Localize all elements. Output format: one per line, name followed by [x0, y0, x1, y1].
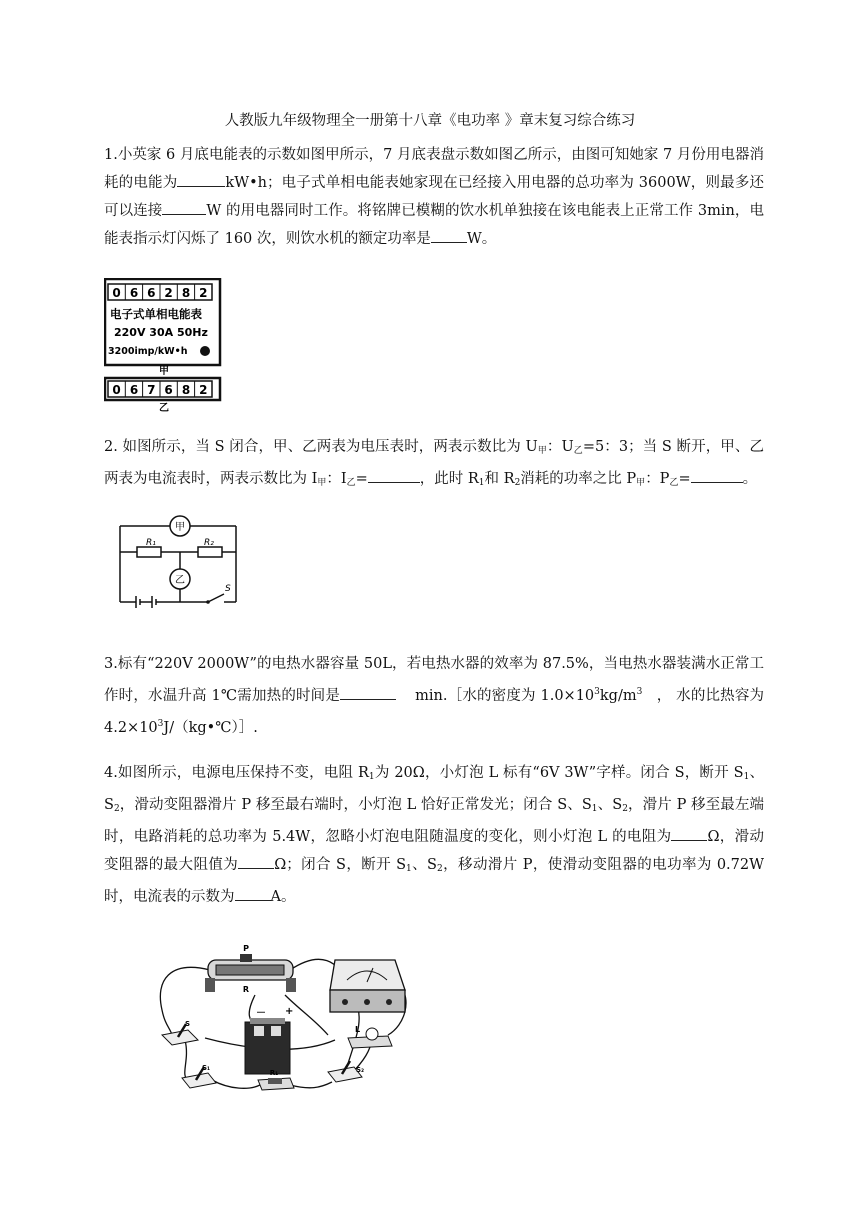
circuit-q4-drawing	[150, 940, 420, 1100]
fig4-label-l: L	[355, 1025, 361, 1034]
fig4-label-p: P	[243, 944, 249, 953]
meter-spec: 220V 30A 50Hz	[114, 326, 208, 339]
q3-sup-3: 3	[157, 719, 164, 729]
fig4-label-plus: +	[285, 1006, 294, 1017]
q3-text-d: ， 水的比热容为 4.2×10	[104, 688, 765, 736]
fig4-label-minus: －	[256, 1008, 266, 1019]
meter-bottom-digit: 0	[112, 383, 121, 397]
fig4-label-s: S	[185, 1020, 191, 1028]
resistor-r1-icon	[258, 1078, 294, 1090]
fig4-label-s1: S₁	[202, 1064, 211, 1072]
q3-blank-time[interactable]	[340, 683, 396, 700]
meter-top-digit: 6	[147, 286, 156, 300]
q4-text-b: 为 20Ω，小灯泡 L 标有“6V 3W”字样。闭合 S，断开 S	[374, 765, 744, 781]
meter-top-digits	[108, 284, 212, 300]
fig2-label-r1: R₁	[146, 538, 156, 548]
q1-text-c: W 的用电器同时工作。将铭牌已模糊的饮水机单独接在该电能表上正常工作 3min，电能表指示灯闪烁了 160 次，则饮水机的额定功率是	[104, 203, 765, 247]
q4-text-f: ，滑片 P 移至最左端时，电路消耗的总功率为 5.4W，忽略小灯泡电阻随温度的变化，则小灯泡 L 的电阻为	[104, 797, 764, 845]
q4-text-e: 、S	[597, 797, 623, 813]
meter-imp: 3200imp/kW•h	[108, 346, 188, 357]
q4-text-i: 、S	[411, 857, 437, 873]
q4-sub-1: 1	[591, 804, 598, 814]
q4-text-a: 4.如图所示，电源电压保持不变，电阻 R	[104, 765, 369, 781]
q2-text-e: =	[355, 471, 368, 487]
q2-sub-yi: 乙	[346, 478, 356, 488]
indicator-light-icon	[200, 346, 210, 356]
energy-meter-figure	[104, 278, 224, 413]
fig2-label-s: S	[225, 584, 231, 594]
q4-blank-current[interactable]	[235, 884, 271, 901]
q4-sub-2: 2	[437, 864, 443, 874]
meter-bottom-digit: 8	[181, 383, 191, 397]
circuit-diagram-q2	[112, 512, 242, 610]
q2-text-j: =	[678, 471, 691, 487]
switch-pivot-icon	[206, 600, 210, 604]
q3-text-e: J/（kg•℃）］.	[163, 720, 258, 736]
q3-sup-3: 3	[594, 687, 600, 697]
question-2	[104, 433, 764, 497]
q4-blank-lamp-resistance[interactable]	[671, 824, 707, 841]
label-jia: 甲	[159, 366, 169, 377]
meter-bottom-digit: 6	[164, 383, 173, 397]
q2-text-d: ：I	[326, 471, 347, 487]
q2-sub-jia: 甲	[317, 478, 327, 488]
q2-sub-1: 1	[478, 478, 485, 488]
q3-text-c: kg/m	[599, 688, 637, 704]
circuit-q2-drawing	[112, 512, 242, 610]
q3-text-a: 3.标有“220V 2000W”的电热水器容量 50L，若电热水器的效率为 87.5%，当电热水器装满水正常工作时，水温升高 1℃需加热的时间是	[104, 656, 764, 704]
q2-sub-jia: 甲	[537, 446, 547, 456]
label-yi: 乙	[159, 403, 169, 413]
meter-top-digit: 8	[181, 286, 191, 300]
circuit-diagram-q4	[150, 940, 420, 1100]
q4-text-g: Ω，滑动变阻器的最大阻值为	[104, 829, 764, 873]
q4-text-h: Ω；闭合 S，断开 S	[274, 857, 406, 873]
q2-sub-jia: 甲	[636, 478, 646, 488]
q1-text-a: 1.小英家 6 月底电能表的示数如图甲所示，7 月底表盘示数如图乙所示，由图可知她家 7 月份用电器消耗的电能为	[104, 147, 764, 191]
page-title: 人教版九年级物理全一册第十八章《电功率 》章末复习综合练习	[224, 113, 636, 129]
q4-text-j: ，移动滑片 P，使滑动变阻器的电功率为 0.72W 时，电流表的示数为	[104, 857, 765, 905]
q4-sub-2: 2	[622, 804, 628, 814]
q1-blank-energy[interactable]	[177, 170, 225, 187]
rheostat-icon	[205, 954, 296, 992]
switch-s1-icon	[182, 1067, 216, 1088]
q1-blank-power[interactable]	[162, 198, 206, 215]
meter-top-digit: 2	[164, 286, 173, 300]
ammeter-icon	[330, 960, 405, 1012]
q2-text-g: 和 R	[484, 471, 515, 487]
q4-text-d: ，滑动变阻器滑片 P 移至最右端时，小灯泡 L 恰好正常发光；闭合 S、S	[119, 797, 592, 813]
question-3	[104, 650, 764, 742]
q2-text-a: 2. 如图所示，当 S 闭合，甲、乙两表为电压表时，两表示数比为 U	[104, 439, 538, 455]
q2-text-h: 消耗的功率之比 P	[520, 471, 637, 487]
question-4	[104, 759, 764, 911]
meter-bottom-digits	[108, 381, 212, 397]
fig2-label-yi: 乙	[175, 575, 185, 586]
q4-sub-2: 2	[113, 804, 120, 814]
q4-sub-1: 1	[368, 772, 375, 782]
q2-text-k: 。	[742, 471, 758, 487]
q2-sub-2: 2	[514, 478, 521, 488]
q1-text-b: kW•h；电子式单相电能表她家现在已经接入用电器的总功率为 3600W，则最多还可以连接	[104, 175, 764, 219]
q2-text-c: =5：3；当 S 断开，甲、乙两表为电流表时，两表示数比为 I	[104, 439, 764, 487]
q2-sub-yi: 乙	[669, 478, 679, 488]
q1-blank-rated-power[interactable]	[431, 226, 467, 243]
q4-blank-rheostat-max[interactable]	[238, 852, 274, 869]
meter-title: 电子式单相电能表	[110, 307, 202, 321]
energy-meter-drawing	[104, 278, 224, 413]
fig4-label-s2: S₂	[356, 1066, 365, 1074]
meter-bottom-digit: 2	[199, 383, 208, 397]
q2-blank-current-ratio[interactable]	[368, 466, 420, 483]
meter-bottom-digit: 6	[129, 383, 139, 397]
q2-text-i: ：P	[645, 471, 670, 487]
fig4-label-r1: R₁	[269, 1069, 279, 1077]
q3-sup-3: 3	[636, 687, 643, 697]
q3-text-b: min.［水的密度为 1.0×10	[415, 688, 595, 704]
fig2-label-r2: R₂	[204, 538, 214, 548]
fig2-label-jia: 甲	[175, 522, 185, 533]
q4-text-k: A。	[270, 889, 296, 905]
meter-top-digit: 6	[129, 286, 139, 300]
question-1	[104, 141, 764, 253]
q4-sub-1: 1	[743, 772, 750, 782]
q4-text-c: 、S	[104, 765, 764, 813]
q2-sub-yi: 乙	[573, 446, 583, 456]
switch-s-icon	[162, 1024, 198, 1045]
meter-top-digit: 2	[199, 286, 208, 300]
q2-text-f: ，此时 R	[419, 471, 479, 487]
fig4-label-r: R	[242, 985, 250, 994]
q1-text-d: W。	[466, 231, 497, 247]
meter-top-digit: 0	[112, 286, 121, 300]
battery-icon	[245, 1018, 290, 1074]
q2-blank-power-ratio[interactable]	[691, 466, 743, 483]
q2-text-b: ：U	[546, 439, 574, 455]
q4-sub-1: 1	[406, 864, 412, 874]
meter-bottom-digit: 7	[147, 383, 156, 397]
